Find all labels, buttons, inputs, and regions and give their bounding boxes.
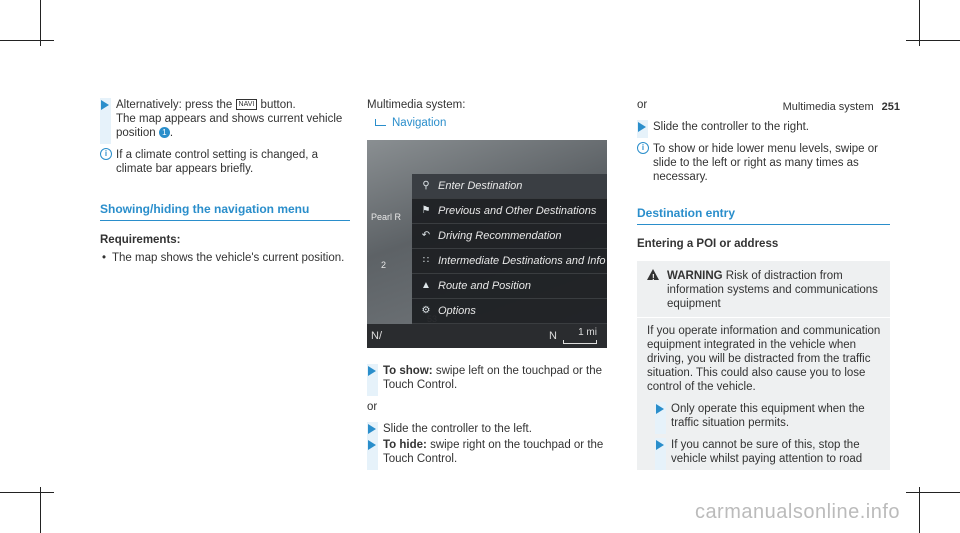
step-to-show xyxy=(367,364,607,392)
step-to-hide xyxy=(367,438,607,466)
menu-item-options[interactable] xyxy=(412,299,607,324)
gear-icon: ⚙ xyxy=(421,305,431,316)
step-arrow-icon xyxy=(368,366,376,376)
position-marker-icon: 1 xyxy=(159,127,170,138)
section-title: Showing/hiding the navigation menu xyxy=(100,202,350,221)
warning-text: If you operate information and communication equipment integrated in the vehicle when driving, you will be distracted from the traffic situation. This could also cause you to lose control of the vehicle. xyxy=(647,325,881,393)
step-slide-right xyxy=(637,120,890,134)
info-note xyxy=(100,148,350,176)
warning-heading: Risk of distraction from information systems and communications equipment xyxy=(667,270,878,310)
menu-item-intermediate-destinations[interactable] xyxy=(412,249,607,274)
note-text: If a climate control setting is changed, a climate bar appears briefly. xyxy=(116,149,318,175)
subsection-title: Entering a POI or address xyxy=(637,238,779,250)
crop-mark xyxy=(906,40,960,41)
warning-step xyxy=(655,402,882,430)
scale-bar xyxy=(563,340,597,344)
menu-item-label: Previous and Other Destinations xyxy=(438,205,597,217)
menu-item-driving-recommendation[interactable] xyxy=(412,224,607,249)
menu-path xyxy=(367,116,607,130)
step-text: Alternatively: press the xyxy=(116,99,236,111)
warning-step xyxy=(655,438,882,466)
menu-item-enter-destination[interactable] xyxy=(412,174,607,199)
crop-mark xyxy=(0,492,54,493)
warning-box xyxy=(637,261,890,470)
intermediate-destination-icon: ∷ xyxy=(422,255,430,266)
menu-item-label: Options xyxy=(438,305,476,317)
column-1 xyxy=(100,98,350,265)
warning-icon: ! xyxy=(647,269,659,280)
column-3 xyxy=(637,98,890,470)
navi-key-icon: NAVI xyxy=(236,99,258,110)
column-2 xyxy=(367,98,607,474)
step-arrow-icon xyxy=(638,122,646,132)
route-icon: ▲ xyxy=(421,280,431,291)
info-icon: i xyxy=(100,148,112,160)
or-text: or xyxy=(637,99,648,111)
compass-icon: N xyxy=(549,330,557,342)
map-label: Pearl R xyxy=(371,212,402,222)
step-text: If you cannot be sure of this, stop the vehicle whilst paying attention to road xyxy=(671,439,863,465)
menu-item-label: Driving Recommendation xyxy=(438,230,562,242)
crop-mark xyxy=(919,487,920,533)
step-label: To hide: xyxy=(383,439,427,451)
navigation-menu xyxy=(412,174,607,324)
step-text: swipe left on the touchpad or the Touch Control. xyxy=(383,365,603,391)
crop-mark xyxy=(0,40,54,41)
step-text: Only operate this equipment when the traffic situation permits. xyxy=(671,403,865,429)
map-status-bar xyxy=(367,324,607,348)
menu-item-previous-destinations[interactable] xyxy=(412,199,607,224)
step-text: button. xyxy=(257,99,296,111)
header-section: Multimedia system xyxy=(782,101,874,113)
map-label: 2 xyxy=(381,260,387,270)
warning-header xyxy=(637,261,890,318)
warning-body xyxy=(637,318,890,470)
section-title: Destination entry xyxy=(637,206,890,225)
info-icon: i xyxy=(637,142,649,154)
menu-item-label: Intermediate Destinations and Info xyxy=(438,255,606,267)
watermark: carmanualsonline.info xyxy=(694,501,900,523)
step-alternatively: Alternatively: press the NAVI button. The map appears and shows current vehicle position 1 . xyxy=(100,98,350,140)
menu-item-route-position[interactable] xyxy=(412,274,607,299)
crop-mark xyxy=(906,492,960,493)
step-arrow-icon xyxy=(368,424,376,434)
crop-mark xyxy=(40,487,41,533)
step-text: The map appears and shows current vehicle position xyxy=(116,113,343,139)
search-icon: ⚲ xyxy=(422,180,430,191)
voice-icon: ↶ xyxy=(421,230,431,241)
step-text: Slide the controller to the left. xyxy=(383,423,532,435)
note-text: To show or hide lower menu levels, swipe or slide to the left or right as many times as necessary. xyxy=(653,143,878,183)
step-arrow-icon xyxy=(101,100,109,110)
requirement-item: • The map shows the vehicle's current position. xyxy=(100,251,350,265)
step-label: To show: xyxy=(383,365,433,377)
requirements-title: Requirements: xyxy=(100,234,181,246)
step-arrow-icon xyxy=(656,440,664,450)
step-arrow-icon xyxy=(368,440,376,450)
info-note xyxy=(637,142,890,184)
system-intro: Multimedia system: xyxy=(367,99,466,111)
page-number: 251 xyxy=(881,101,900,113)
step-arrow-icon xyxy=(656,404,664,414)
warning-label: WARNING xyxy=(667,270,723,282)
flag-icon: ⚑ xyxy=(421,205,431,216)
menu-item-label: Enter Destination xyxy=(438,180,523,192)
or-text: or xyxy=(367,401,378,413)
step-slide-left xyxy=(367,422,607,436)
navigation-screen xyxy=(367,140,607,348)
step-text: swipe right on the touchpad or the Touch Control. xyxy=(383,439,604,465)
map-mark: N/ xyxy=(371,330,382,342)
path-label: Navigation xyxy=(392,117,447,129)
path-arrow-icon xyxy=(375,119,386,126)
step-text: Slide the controller to the right. xyxy=(653,121,809,133)
menu-item-label: Route and Position xyxy=(438,280,531,292)
map-scale: 1 mi xyxy=(578,327,597,338)
